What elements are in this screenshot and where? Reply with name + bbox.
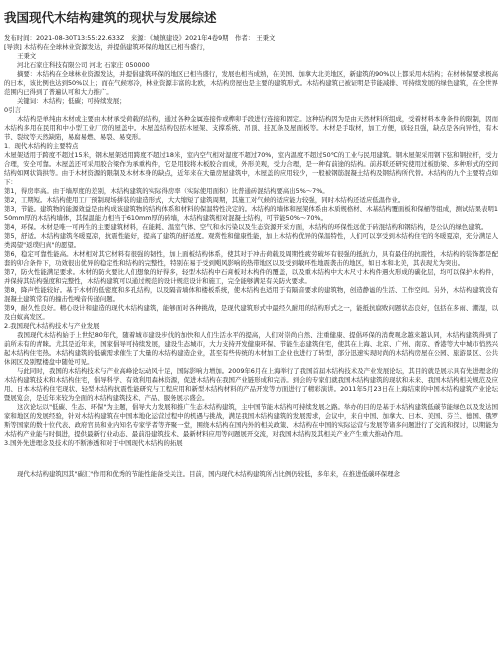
article-title: 我国现代木结构建筑的现状与发展综述 [4,10,217,25]
abstract-lead: [导读] 木结构在全球林业资源发达，并提倡建筑环保的地区已相当盛行， [4,43,210,51]
feature-item: 第7，防火性能满足要求。木材的防火要比人们想象的好得多，轻型木结构中石膏板对木构件的覆盖，以及重木结构中大木尺寸木构件遇火形成的碳化层，均可以保护木构件，并保持其结构强度和完整性，木结构建筑可以通过规范的设计规范设计和施工，完全能够满足有关防火要求。 [4,268,498,285]
feature-item: 第1，得房率高。由于墙厚度的差别，木结构建筑的实际得房率（实际使用面积）比普通砖混结构要高出5%～7%。 [4,187,329,195]
intro-paragraph: 木结构是单纯由木材或主要由木材承受荷载的结构，通过各种金属连接件或榫卯手段进行连接和固定。这种结构因为是由天然材料所组成，受着材料本身条件的限制，因而木结构多用在民用和中小型工业厂房的屋盖中。木屋盖结构包括木屋架、支撑系统、吊顶、挂瓦条及屋面板等。木材是手取材，加工方便，质轻且强，缺点是各向异性，有木节、裂纹等天然缺陷，易腐易燃、易裂、易变形。 [4,115,498,141]
section-2-paragraph: 这次论坛以"低碳、生态、环保"为主题，倡导大力发展和推广生态木结构建筑，主中国节能木结构可持续发展之路。举办的目的是基于木结构建筑低碳节能绿色以及发达国家和地区的发展经验，针对木结构建筑在中国本地化运营过程中的机遇与挑战，满足我国木结构建筑的发展需求，会议中，来自中国、加拿大、日本、美国、芬兰、德国、俄罗斯等国家的数十位代表、政府官员和业内知名专家学者等齐聚一堂，围绕木结构在国内外的相关政策、木结构在中国的实际运营与发展等诸多问题进行了交流和探讨，以期能为木结构产业能与时俱进，提供最新行业动态、最前沿建筑技术、最新材料应用等问题展开交流，对我国木结构及其相关产业产生重大推动作用。 [4,403,498,438]
article-body [4,34,498,479]
feature-item: 第5，舒适。木结构建筑冬暖夏凉，抗震性能好，提高了建筑的舒适度。观赏性和健康性能，加上木结构优异的保温特性，人们可以享受到木结构住宅的冬暖夏凉，充分满足人类渴望"返璞归真"的愿望。 [4,232,498,249]
feature-item: 第8，降声性能较好。基于木材的低密度和多孔结构，以及隔音墙体和楼板系统，使木结构也适用于有隔音要求的建筑物，创造静谧的生活、工作空间。另外，木结构建筑没有混凝土建筑常有的撞击性噪音传递问题。 [4,286,498,303]
section-2-paragraph: 与此同时，我国的木结构技术与产业高峰论坛动风十足，国际影响力增加。2009年6月在上海举行了我国首届木结构技术及产业发展论坛，其目的就是展示具有先进理念的木结构建筑技术和木结构住宅，倡导科学、有效利用森林资源，促进木结构在我国产业链形成和完善。到会的专家们就我国木结构建筑的现状和未来、我国木结构相关规范及应用、日本木结构住宅现状、轻型木结构抗震性能研究与工程应用和新型木结构材料的产品开发等方面进行了精彩演讲。2011年5月23日在上海结束的中国木结构建筑产业论坛暨展览会，是近年来较为全面的木结构建筑技术、产品、服务展示盛会。 [4,367,498,402]
section-2-heading: 2.我国现代木结构技术与产业发展 [4,322,100,330]
keywords: 关键词：木结构；低碳；可持续发展； [17,97,126,105]
publish-meta: 发布时间：2021-08-30T13:55:22.633Z 来源：《城镇建设》2021年4卷9期 作者： 王秉文 [4,34,276,42]
author-affiliation: 河北石家庄科技有限公司 河北 石家庄 050000 [17,61,150,69]
feature-item: 第2，工期短。木结构使用工厂预制现场拼装的建造形式，大大缩短了建筑周期，其施工对气候的适应能力较强，同时木结构还适应低温作业。 [4,196,405,204]
author-name: 王秉文 [17,52,37,60]
section-2-paragraph: 我国现代木结构始于上世纪80年代，随着城市建设步伐的加快和人们生活水平的提高，人们对崇尚自然、注重健康、提倡环保的消费观念越来越认同，木结构建筑得到了前所未有的青睐。尤其是近年来，国家倡导可持续发展，建设生态城市，大力支持开发健康环保、节能生态建筑住宅，使其在上海、北京、广州、南京、香港等大中城市悄然兴起木结构住宅热。木结构建筑的低碳需求催生了大量的木结构建造企业，甚至有些传统的木材加工企业也进行了转型，部分迅速实现时尚的木结构房屋在公园、旅游景区、公共休闲区及别墅楼盘中随处可见。 [4,331,498,366]
feature-item: 第6，稳定可靠性能高。木材相对其它材料有很强的韧性，加上面板结构体系，使其对于冲击荷载及周期性疲劳破坏有很强的抵抗力，具有最佳的抗震性，木结构的装饰都是配套的卯合条件下，功效很出优异的稳定性和结构的完整性，特别在易于受到飓风影响的热带地区以及受到敏环性地震袭击的地区，如日本和北美，其表现尤为突出。 [4,250,498,267]
section-3-heading: 3.国外先进理念及技术的不断渗透和对于中国现代木结构的拓展 [4,439,183,447]
section-3-paragraph: 现代木结构建筑因其"碳汇"作用和优秀的节能性能备受关注。目前，国内现代木结构建筑所占比例仍较低，多年来，在推进低碳环保理念 [17,470,400,478]
feature-item: 第4，环保。木材是唯一可再生的主要建筑材料，在能耗、温室气体、空气和水污染以及生态资源开采方面，木结构的环保性远优于砖混结构和钢结构，是公认的绿色建筑。 [4,223,488,231]
abstract-summary: 摘要：木结构在全球林业资源发达，并提倡建筑环保的地区已相当盛行，发展也相当成熟，在美国、加拿大北美地区，新建筑的90%以上都采用木结构；在材林保要求极高的日本，该比例也达到50%以上；而在气候寒冷，林业资源丰富的北欧，木结构房屋也是主要的建筑形式。木结构建筑已被证明是节能减排、可持续发展的绿色建筑，在全世界范围内已得到了普遍认可和大力推广。 [4,70,498,96]
feature-item: 第3，节能。建筑物的能源效益是由构成该建筑物的结构体系和材料的保温特性决定的。木结构的墙体和屋架体系由木质规格材、木基结构覆面板和保桶等组成，测试结果表明150mm厚的木结构墙体，其保温能力相当于610mm厚的砖墙，木结构建筑相对混凝土结构，可节能50%～70%。 [4,205,498,222]
section-1-heading: 1．现代木结构的主要特点 [4,142,79,150]
section-1-paragraph: 木屋架适用于跨度不超过15米，钢木屋架适用跨度不超过18米，室内空气相对湿度不超过70%，室内温度不超过50℃的工业与民用建筑。钢木屋架采用钢下弦和钢拉杆，受力合理，安全可靠。木屋盖还可采用胶合梁作为承重构件，它是用胶将木板胶合而成，外形美观，受力合理，是一种有前途的结构。前苏联还研究使用过板肋梁、多种形式的空间结构如网状筒拱等。由于木材资源的限制及木材本身的缺点，近年来在大量房屋建筑中，木屋盖的应用较少，一般被钢筋混凝土结构及钢结构所代替。木结构的九个主要特点如下： [4,151,498,186]
intro-heading: 0引言 [4,106,21,114]
feature-item: 第9，耐久性良好。精心设计和建造的现代木结构建筑，能够面对各种挑战，是现代建筑形式中最经久耐用的结构形式之一，能抵抗腐败问题状态良好，包括在多雨、潮湿，以及白蚁高发区。 [4,304,498,321]
